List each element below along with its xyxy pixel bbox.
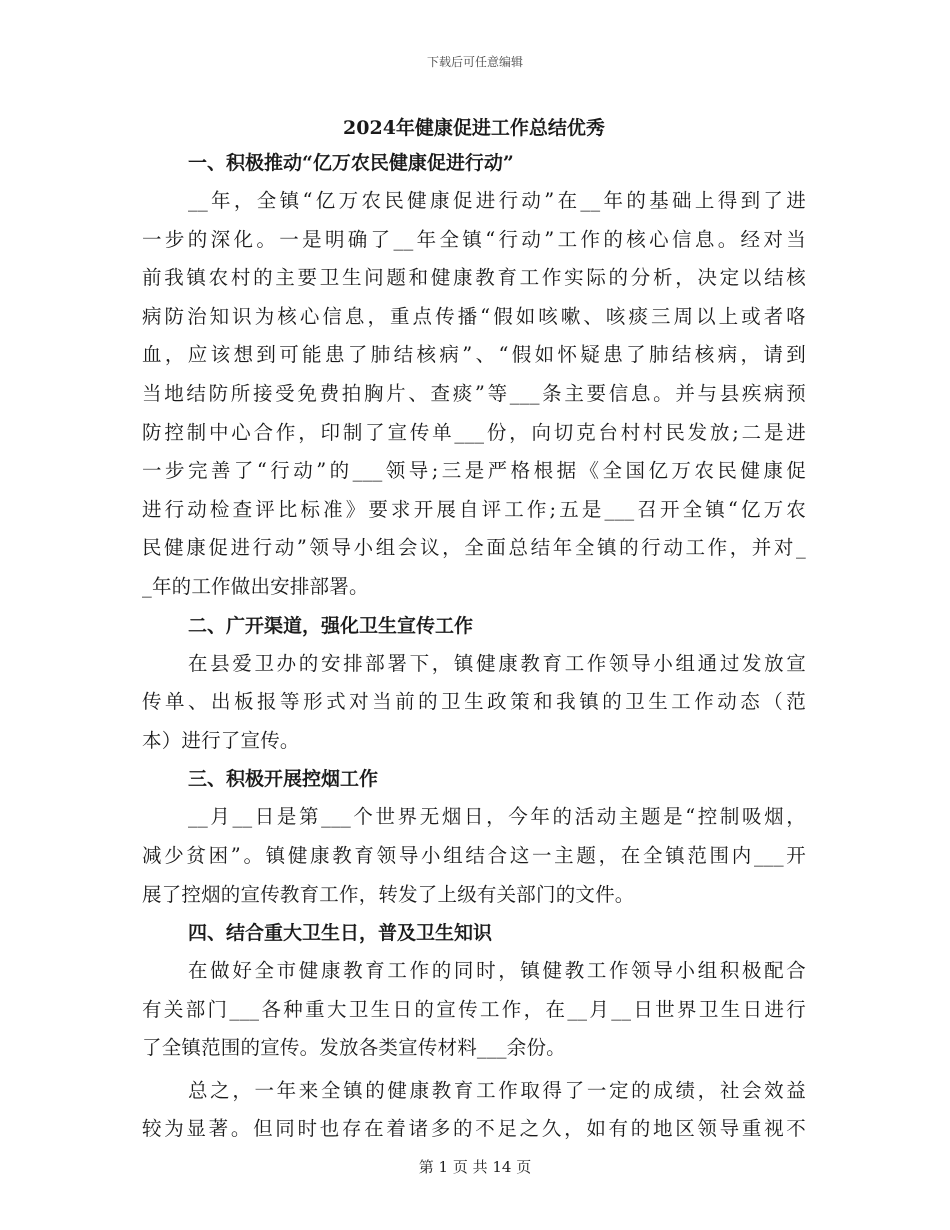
- section-paragraph: [142, 645, 806, 761]
- text-line: 一步完善了“行动”的___领导;三是严格根据《全国亿万农民健康促: [142, 459, 806, 483]
- text-line: 传单、出板报等形式对当前的卫生政策和我镇的卫生工作动态（范: [142, 690, 806, 714]
- text-line: 前我镇农村的主要卫生问题和健康教育工作实际的分析，决定以结核: [142, 266, 806, 290]
- text-line: 进行动检查评比标准》要求开展自评工作;五是___召开全镇“亿万农: [142, 497, 806, 521]
- text-line: 病防治知识为核心信息，重点传播“假如咳嗽、咳痰三周以上或者咯: [142, 304, 806, 328]
- page-footer: 第 1 页 共 14 页: [418, 1158, 532, 1176]
- text-line: _年的工作做出安排部署。: [142, 574, 369, 598]
- document-title: 2024年健康促进工作总结优秀: [343, 117, 605, 139]
- page-header: 下载后可任意编辑: [426, 55, 523, 69]
- text-line: 在做好全市健康教育工作的同时，镇健教工作领导小组积极配合: [188, 959, 806, 983]
- text-line: 本）进行了宣传。: [142, 728, 300, 752]
- section-heading: 二、广开渠道，强化卫生宣传工作: [188, 614, 474, 637]
- text-line: 了全镇范围的宣传。发放各类宣传材料___余份。: [142, 1036, 566, 1060]
- text-line: __年，全镇“亿万农民健康促进行动”在__年的基础上得到了进: [188, 189, 806, 212]
- text-line: 减少贫困”。镇健康教育领导小组结合这一主题，在全镇范围内___开: [142, 843, 806, 867]
- text-line: 有关部门___各种重大卫生日的宣传工作，在__月__日世界卫生日进行: [142, 997, 806, 1021]
- document-body: [142, 112, 806, 1149]
- conclusion-paragraph: [142, 1072, 806, 1149]
- section-paragraph: [142, 952, 806, 1068]
- section-heading: 三、积极开展控烟工作: [188, 768, 379, 791]
- section-paragraph: [142, 182, 806, 607]
- section-paragraph: [142, 798, 806, 914]
- text-line: __月__日是第___个世界无烟日，今年的活动主题是“控制吸烟，: [188, 805, 806, 829]
- text-line: 展了控烟的宣传教育工作，转发了上级有关部门的文件。: [142, 882, 635, 906]
- section-heading: 一、积极推动“亿万农民健康促进行动”: [188, 152, 514, 174]
- text-line: 在县爱卫办的安排部署下，镇健康教育工作领导小组通过发放宣: [188, 651, 806, 675]
- text-line: 血，应该想到可能患了肺结核病”、“假如怀疑患了肺结核病，请到: [142, 343, 806, 367]
- text-line: 总之，一年来全镇的健康教育工作取得了一定的成绩，社会效益: [188, 1078, 806, 1102]
- text-line: 民健康促进行动”领导小组会议，全面总结年全镇的行动工作，并对_: [142, 536, 806, 560]
- text-line: 较为显著。但同时也存在着诸多的不足之久，如有的地区领导重视不: [142, 1117, 806, 1141]
- text-line: 一步的深化。一是明确了__年全镇“行动”工作的核心信息。经对当: [142, 227, 806, 251]
- text-line: 防控制中心合作，印制了宣传单___份，向切克台村村民发放;二是进: [142, 420, 806, 444]
- text-line: 当地结防所接受免费拍胸片、查痰”等___条主要信息。并与县疾病预: [142, 381, 806, 405]
- section-heading: 四、结合重大卫生日，普及卫生知识: [188, 922, 493, 945]
